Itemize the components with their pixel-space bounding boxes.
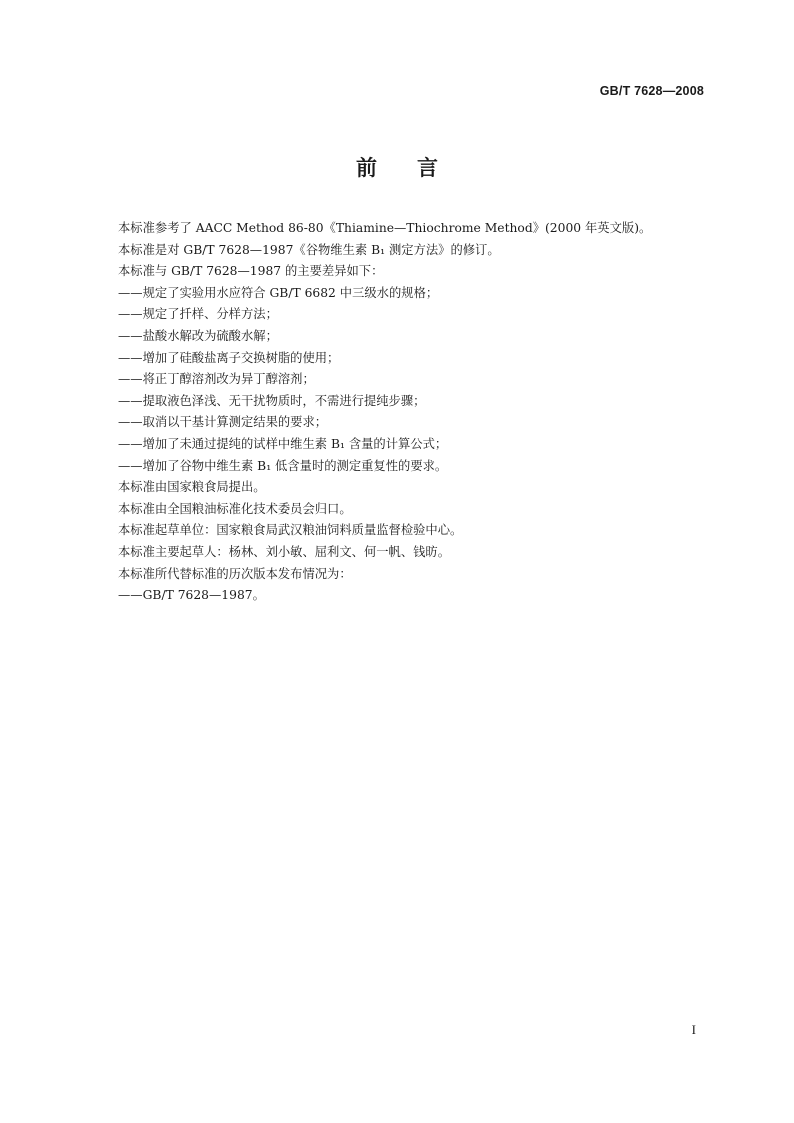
foreword-body: [118, 218, 718, 607]
foreword-line: ——增加了谷物中维生素 B₁ 低含量时的测定重复性的要求。: [118, 458, 448, 473]
standard-number-header: GB/T 7628—2008: [599, 84, 704, 98]
foreword-line: ——规定了实验用水应符合 GB/T 6682 中三级水的规格；: [118, 285, 439, 300]
foreword-line: ——增加了未通过提纯的试样中维生素 B₁ 含量的计算公式；: [118, 436, 448, 451]
page-number: I: [691, 1022, 696, 1037]
foreword-line: 本标准由全国粮油标准化技术委员会归口。: [118, 501, 352, 516]
foreword-line: ——规定了扦样、分样方法；: [118, 307, 278, 322]
foreword-line: 本标准参考了 AACC Method 86-80《Thiamine—Thiochrome Method》(2000 年英文版)。: [118, 221, 652, 235]
foreword-line: 本标准主要起草人：杨林、刘小敏、屈利文、何一帆、钱昉。: [118, 544, 451, 559]
foreword-line: ——将正丁醇溶剂改为异丁醇溶剂；: [118, 372, 315, 387]
foreword-line: 本标准所代替标准的历次版本发布情况为：: [118, 566, 352, 581]
foreword-line: ——取消以干基计算测定结果的要求；: [118, 415, 328, 430]
foreword-line: ——GB/T 7628—1987。: [118, 588, 265, 603]
foreword-line: ——盐酸水解改为硫酸水解；: [118, 328, 278, 343]
foreword-line: ——提取液色泽浅、无干扰物质时，不需进行提纯步骤；: [118, 393, 426, 408]
foreword-line: 本标准由国家粮食局提出。: [118, 480, 266, 495]
page-title: 前言: [356, 156, 478, 180]
foreword-line: ——增加了硅酸盐离子交换树脂的使用；: [118, 350, 340, 365]
foreword-line: 本标准起草单位：国家粮食局武汉粮油饲料质量监督检验中心。: [118, 523, 463, 538]
foreword-line: 本标准与 GB/T 7628—1987 的主要差异如下：: [118, 264, 384, 279]
foreword-line: 本标准是对 GB/T 7628—1987《谷物维生素 B₁ 测定方法》的修订。: [118, 242, 500, 257]
